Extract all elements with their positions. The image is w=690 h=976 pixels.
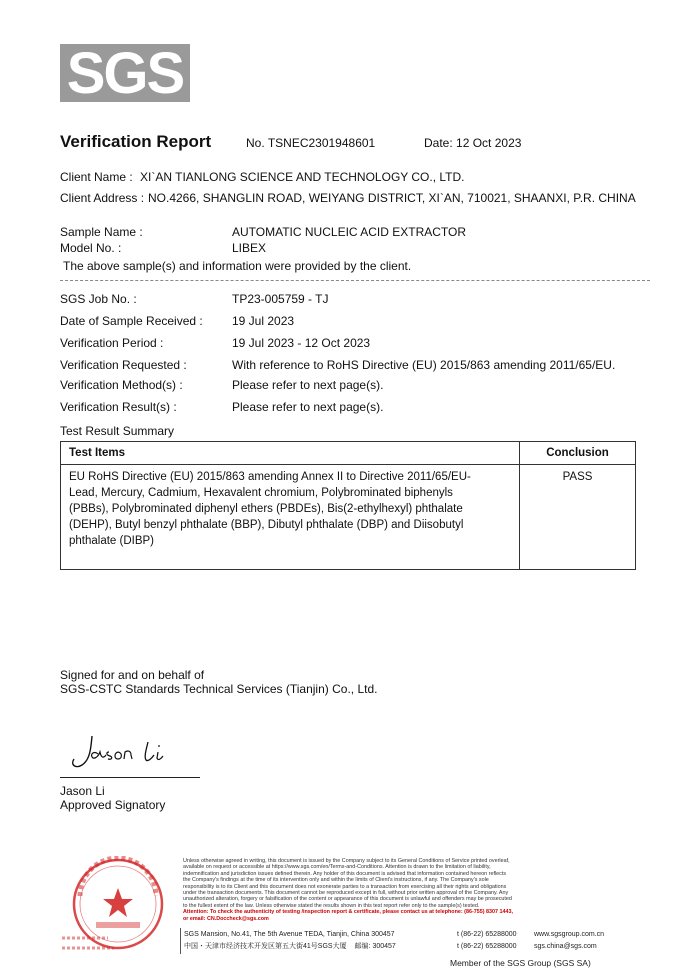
job-label-5: Verification Result(s) : — [60, 400, 177, 414]
test-item-line: Lead, Mercury, Cadmium, Hexavalent chromium, Polybrominated biphenyls — [69, 487, 453, 499]
disclaimer-line: unauthorized alteration, forgery or falsification of the content or appearance of this document is unlawful and offenders may be prosecuted — [183, 896, 512, 903]
address-cn: 中国・天津市经济技术开发区第五大街41号SGS大厦 — [184, 943, 347, 950]
job-value-4: Please refer to next page(s). — [232, 378, 384, 392]
footer-address-cn — [184, 941, 396, 952]
sample-name-value: AUTOMATIC NUCLEIC ACID EXTRACTOR — [232, 225, 467, 239]
client-address-value: NO.4266, SHANGLIN ROAD, WEIYANG DISTRICT, XI`AN, 710021, SHAANXI, P.R. CHINA — [148, 191, 636, 205]
report-date — [424, 136, 521, 150]
job-value-5: Please refer to next page(s). — [232, 400, 384, 414]
section-divider — [60, 280, 650, 281]
footer-disclaimer — [183, 858, 603, 922]
col-test-items: Test Items — [61, 442, 520, 465]
client-name-label: Client Name : — [60, 170, 133, 184]
model-no-label: Model No. : — [60, 241, 122, 255]
postcode-en: 300457 — [371, 931, 395, 938]
member-of-sgs: Member of the SGS Group (SGS SA) — [450, 958, 591, 968]
footer-phone-2: t (86-22) 65288000 — [457, 943, 517, 950]
test-item-line: EU RoHS Directive (EU) 2015/863 amending Annex II to Directive 2011/65/EU- — [69, 471, 471, 483]
disclaimer-line: available on request or accessible at https://www.sgs.com/en/Terms-and-Conditions. Attention is drawn to the limitation of liability, — [183, 864, 491, 871]
signatory-name: Jason Li — [60, 784, 105, 798]
report-date-value: 12 Oct 2023 — [456, 136, 522, 150]
result-summary-table — [60, 441, 636, 570]
signature-line — [60, 777, 200, 778]
signatory-role: Approved Signatory — [60, 798, 166, 812]
job-value-2: 19 Jul 2023 - 12 Oct 2023 — [232, 336, 371, 350]
test-item-line: (DEHP), Butyl benzyl phthalate (BBP), Dibutyl phthalate (DBP) and Diisobutyl — [69, 519, 464, 531]
table-header-row — [61, 442, 636, 465]
sgs-logo — [60, 41, 190, 106]
footer-divider — [180, 928, 181, 954]
job-value-3: With reference to RoHS Directive (EU) 2015/863 amending 2011/65/EU. — [232, 358, 616, 372]
behalf-line-2: SGS-CSTC Standards Technical Services (Tianjin) Co., Ltd. — [60, 682, 378, 696]
client-name-value: XI`AN TIANLONG SCIENCE AND TECHNOLOGY CO., LTD. — [140, 170, 465, 184]
model-no-value: LIBEX — [232, 241, 267, 255]
company-seal-stamp — [58, 856, 174, 956]
handwritten-signature — [62, 728, 172, 772]
col-conclusion: Conclusion — [520, 442, 636, 465]
sample-note: The above sample(s) and information were provided by the client. — [63, 259, 412, 273]
footer-web-2: sgs.china@sgs.com — [534, 943, 597, 950]
address-en: SGS Mansion, No.41, The 5th Avenue TEDA, Tianjin, China — [184, 931, 370, 938]
disclaimer-line: under the transaction documents. This document cannot be reproduced except in full, without prior written approval of the Company. Any — [183, 890, 509, 897]
postcode-label-cn: 邮编: — [354, 943, 371, 950]
disclaimer-line: to the fullest extent of the law. Unless otherwise stated the results shown in this test report refer only to the sample(s) tested. — [183, 902, 480, 909]
behalf-line-1: Signed for and on behalf of — [60, 668, 205, 682]
disclaimer-line: the Company's findings at the time of its intervention only and within the limits of Client's instructions, if any. The Company's sole — [183, 877, 489, 884]
footer-web-1: www.sgsgroup.com.cn — [534, 931, 605, 938]
disclaimer-line: indemnification and jurisdiction issues defined therein. Any holder of this document is advised that information contained hereon reflects — [183, 870, 507, 877]
report-number-label: No. — [246, 136, 265, 150]
footer-phone-1: t (86-22) 65288000 — [457, 931, 517, 938]
client-address-label: Client Address : — [60, 191, 145, 205]
postcode-cn: 300457 — [372, 943, 396, 950]
report-number — [246, 136, 375, 150]
report-title: Verification Report — [60, 132, 212, 151]
summary-title: Test Result Summary — [60, 424, 175, 438]
footer-address-en — [184, 929, 395, 940]
report-number-value: TSNEC2301948601 — [267, 136, 376, 150]
sgs-logo-text: SGS — [66, 41, 184, 106]
attention-line: or email: CN.Doccheck@sgs.com — [183, 915, 269, 922]
test-item-line: (PBBs), Polybrominated diphenyl ethers (PBDEs), Bis(2-ethylhexyl) phthalate — [69, 503, 463, 515]
conclusion-cell: PASS — [520, 465, 636, 570]
job-value-0: TP23-005759 - TJ — [232, 292, 329, 306]
table-row — [61, 465, 636, 570]
attention-line: Attention: To check the authenticity of testing /inspection report & certificate, please contact us at telephone: (86-755) 8307 1443, — [183, 909, 514, 916]
job-label-2: Verification Period : — [60, 336, 164, 350]
sample-name-label: Sample Name : — [60, 225, 143, 239]
test-item-line: phthalate (DIBP) — [69, 535, 155, 547]
job-value-1: 19 Jul 2023 — [232, 314, 295, 328]
test-items-cell — [61, 465, 520, 570]
job-label-1: Date of Sample Received : — [60, 314, 203, 328]
job-label-0: SGS Job No. : — [60, 292, 137, 306]
job-label-4: Verification Method(s) : — [60, 378, 183, 392]
disclaimer-line: Unless otherwise agreed in writing, this document is issued by the Company subject to its General Conditions of Service printed overleaf, — [183, 858, 510, 864]
report-date-label: Date: — [424, 136, 453, 150]
job-label-3: Verification Requested : — [60, 358, 187, 372]
disclaimer-line: responsibility is to its Client and this document does not exonerate parties to a transaction from exercising all their rights and obligations — [183, 883, 507, 890]
